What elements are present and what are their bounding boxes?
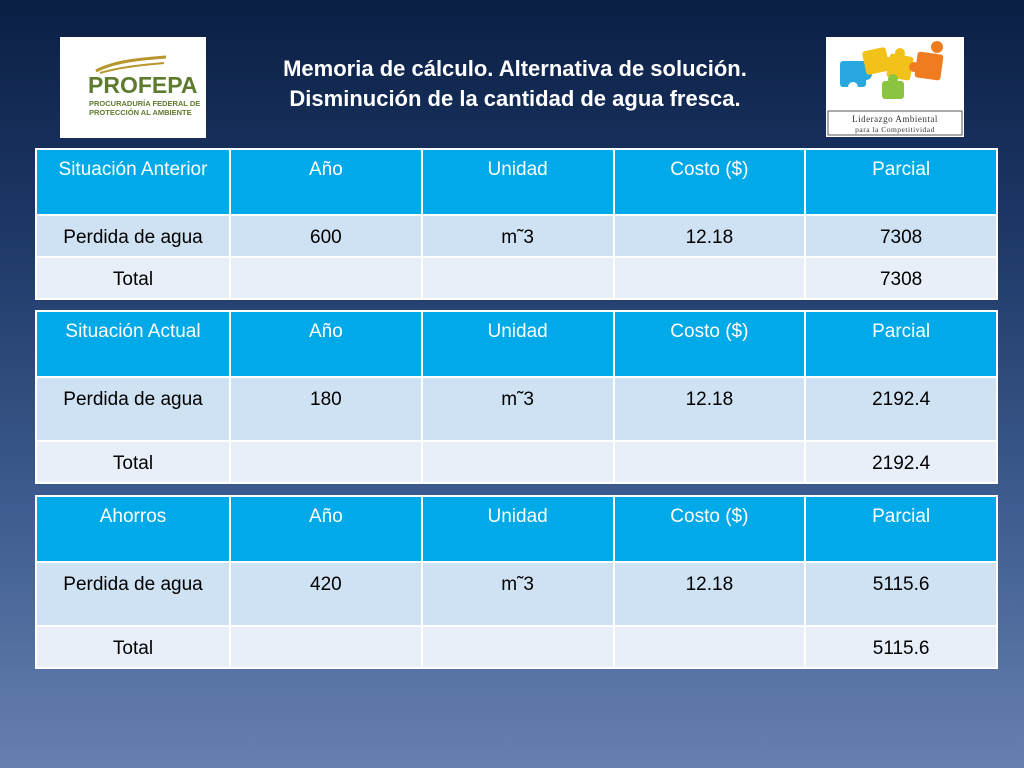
cell-ano — [230, 441, 422, 483]
header-cell-unidad: Unidad — [422, 496, 614, 562]
cell-costo — [614, 257, 806, 299]
header-cell-parcial: Parcial — [805, 496, 997, 562]
header-cell-costo: Costo ($) — [614, 311, 806, 377]
liderazgo-line2: para la Competitividad — [855, 125, 935, 134]
cell-concepto: Total — [36, 626, 230, 668]
cell-unidad: m˜3 — [422, 562, 614, 626]
header-cell-category: Ahorros — [36, 496, 230, 562]
cell-costo: 12.18 — [614, 215, 806, 257]
header-cell-category: Situación Anterior — [36, 149, 230, 215]
cell-ano — [230, 257, 422, 299]
cell-concepto: Perdida de agua — [36, 377, 230, 441]
cell-costo: 12.18 — [614, 377, 806, 441]
slide-title — [220, 54, 810, 114]
title-line-2: Disminución de la cantidad de agua fresca. — [289, 86, 741, 111]
header-cell-ano: Año — [230, 149, 422, 215]
header-cell-unidad: Unidad — [422, 149, 614, 215]
cell-unidad: m˜3 — [422, 215, 614, 257]
table-row-total — [36, 626, 997, 668]
table-row — [36, 377, 997, 441]
table-row — [36, 562, 997, 626]
cell-costo: 12.18 — [614, 562, 806, 626]
profepa-subtitle-line1: PROCURADURÍA FEDERAL DE — [89, 99, 201, 108]
cell-unidad: m˜3 — [422, 377, 614, 441]
cell-concepto: Perdida de agua — [36, 562, 230, 626]
cell-parcial: 7308 — [805, 257, 997, 299]
table-situacion-actual — [35, 310, 998, 484]
cell-ano — [230, 626, 422, 668]
cell-ano: 180 — [230, 377, 422, 441]
cell-unidad — [422, 257, 614, 299]
cell-parcial: 2192.4 — [805, 377, 997, 441]
table-situacion-anterior — [35, 148, 998, 300]
header-cell-costo: Costo ($) — [614, 496, 806, 562]
liderazgo-line1: Liderazgo Ambiental — [852, 114, 938, 124]
cell-concepto: Perdida de agua — [36, 215, 230, 257]
header-cell-ano: Año — [230, 311, 422, 377]
cell-parcial: 7308 — [805, 215, 997, 257]
header-cell-unidad: Unidad — [422, 311, 614, 377]
cell-ano: 600 — [230, 215, 422, 257]
profepa-logo — [60, 37, 206, 138]
table-row-total — [36, 441, 997, 483]
cell-parcial: 5115.6 — [805, 626, 997, 668]
header-cell-category: Situación Actual — [36, 311, 230, 377]
table-row — [36, 215, 997, 257]
header-cell-ano: Año — [230, 496, 422, 562]
cell-parcial: 2192.4 — [805, 441, 997, 483]
table-header-row — [36, 311, 997, 377]
profepa-logo-mark — [60, 37, 206, 138]
header-cell-parcial: Parcial — [805, 311, 997, 377]
cell-parcial: 5115.6 — [805, 562, 997, 626]
table-row-total — [36, 257, 997, 299]
cell-ano: 420 — [230, 562, 422, 626]
cell-concepto: Total — [36, 441, 230, 483]
puzzle-pieces-icon — [826, 37, 964, 137]
table-header-row — [36, 149, 997, 215]
profepa-subtitle-line2: PROTECCIÓN AL AMBIENTE — [89, 108, 192, 117]
table-header-row — [36, 496, 997, 562]
profepa-wordmark: PROFEPA — [88, 72, 198, 98]
cell-costo — [614, 626, 806, 668]
cell-unidad — [422, 626, 614, 668]
cell-concepto: Total — [36, 257, 230, 299]
cell-unidad — [422, 441, 614, 483]
cell-costo — [614, 441, 806, 483]
title-line-1: Memoria de cálculo. Alternativa de solución. — [283, 56, 747, 81]
liderazgo-ambiental-logo — [826, 37, 964, 137]
table-ahorros — [35, 495, 998, 669]
header-cell-parcial: Parcial — [805, 149, 997, 215]
header-cell-costo: Costo ($) — [614, 149, 806, 215]
